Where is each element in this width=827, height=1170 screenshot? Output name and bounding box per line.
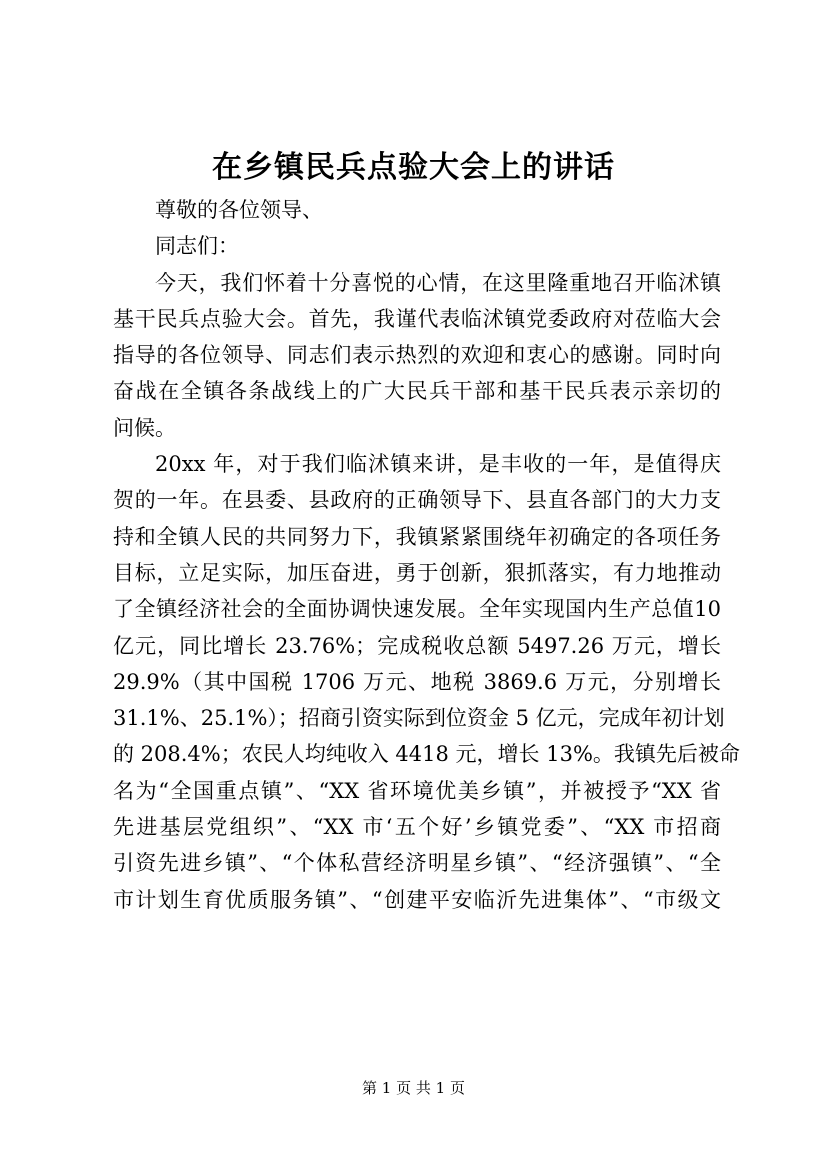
- text-line: 目标，立足实际，加压奋进，勇于创新，狠抓落实，有力地推动: [113, 560, 721, 585]
- text-line: 同志们：: [155, 234, 239, 259]
- text-line: 先进基层党组织”、“XX 市‘五个好’乡镇党委”、“XX 市招商: [113, 815, 721, 840]
- text-line: 名为“全国重点镇”、“XX 省环境优美乡镇”，并被授予“XX 省: [113, 778, 721, 803]
- text-line: 了全镇经济社会的全面协调快速发展。全年实现国内生产总值10: [113, 597, 721, 622]
- text-line: 尊敬的各位领导、: [155, 198, 323, 222]
- text-line: 的 208.4%；农民人均纯收入 4418 元，增长 13%。我镇先后被命: [113, 742, 740, 767]
- text-line: 指导的各位领导、同志们表示热烈的欢迎和衷心的感谢。同时向: [113, 343, 721, 368]
- document-body: [113, 192, 740, 918]
- text-line: 31.1%、25.1%）；招商引资实际到位资金 5 亿元，完成年初计划: [113, 706, 725, 731]
- text-line: 贺的一年。在县委、县政府的正确领导下、县直各部门的大力支: [113, 488, 721, 513]
- text-line: 亿元，同比增长 23.76%；完成税收总额 5497.26 万元，增长: [113, 633, 721, 658]
- page-footer: 第 1 页 共 1 页: [362, 1079, 465, 1097]
- text-line: 持和全镇人民的共同努力下，我镇紧紧围绕年初确定的各项任务: [113, 524, 721, 549]
- text-line: 基干民兵点验大会。首先，我谨代表临沭镇党委政府对莅临大会: [113, 306, 721, 331]
- text-line: 奋战在全镇各条战线上的广大民兵干部和基干民兵表示亲切的: [113, 379, 721, 404]
- text-line: 问候。: [113, 415, 176, 440]
- text-line: 市计划生育优质服务镇”、“创建平安临沂先进集体”、“市级文: [113, 887, 721, 912]
- document-title: 在乡镇民兵点验大会上的讲话: [212, 150, 615, 185]
- text-line: 引资先进乡镇”、“个体私营经济明星乡镇”、“经济强镇”、“全: [113, 851, 721, 876]
- text-line: 29.9%（其中国税 1706 万元、地税 3869.6 万元，分别增长: [113, 669, 721, 694]
- text-line: 今天，我们怀着十分喜悦的心情，在这里隆重地召开临沭镇: [155, 270, 721, 295]
- text-line: 20xx 年，对于我们临沭镇来讲，是丰收的一年，是值得庆: [155, 452, 721, 477]
